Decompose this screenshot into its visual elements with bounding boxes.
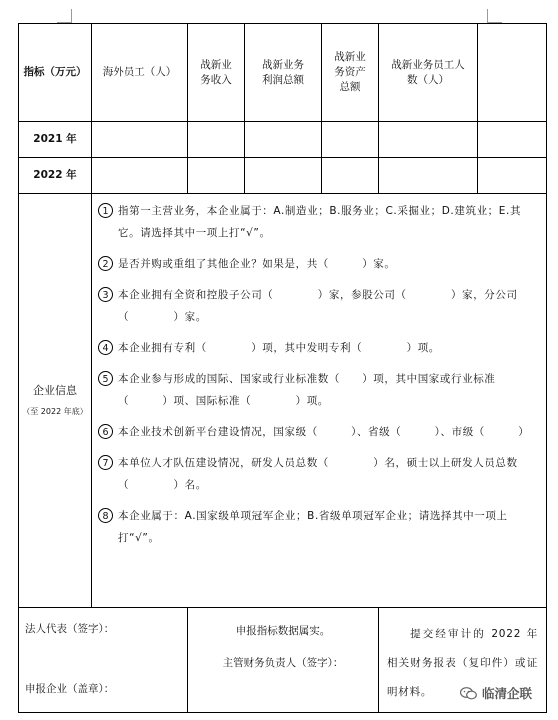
legal-rep-label: 法人代表（签字）： <box>25 623 115 635</box>
staff-header <box>379 24 478 122</box>
watermark <box>460 684 532 702</box>
declaration-form-table <box>18 23 547 713</box>
assets-header <box>322 24 379 122</box>
input-cell[interactable] <box>379 158 478 194</box>
info-item-text[interactable]: 本企业拥有全资和控股子公司（ ）家，参股公司（ ）家，分公司（ ）家。 <box>118 289 518 323</box>
circled-number: 2 <box>98 256 113 271</box>
info-item <box>98 368 540 412</box>
circled-number: 8 <box>98 508 113 523</box>
info-item <box>98 421 540 443</box>
circled-number: 1 <box>98 203 113 218</box>
crop-mark-right-vertical <box>487 9 488 23</box>
revenue-header-line2: 务收入 <box>200 73 232 86</box>
input-cell[interactable] <box>478 122 547 158</box>
circled-number: 5 <box>98 371 113 386</box>
revenue-header-line1: 战新业 <box>200 58 232 71</box>
input-cell[interactable] <box>322 122 379 158</box>
info-item-text[interactable]: 本单位人才队伍建设情况，研发人员总数（ ）名，硕士以上研发人员总数（ ）名。 <box>118 457 518 491</box>
indicator-header: 指标（万元） <box>19 24 92 122</box>
profit-header-line1: 战新业务 <box>262 58 304 71</box>
company-seal-label: 申报企业（盖章）： <box>25 683 115 695</box>
assets-header-line2: 务资产 <box>334 66 366 78</box>
assets-header-line3: 总额 <box>339 81 361 93</box>
input-cell[interactable] <box>188 122 245 158</box>
input-cell[interactable] <box>478 158 547 194</box>
info-item <box>98 505 540 549</box>
info-item-text[interactable]: 本企业属于：A.国家级单项冠军企业；B.省级单项冠军企业；请选择其中一项上打“√”。 <box>118 510 508 544</box>
company-info-title: 企业信息 <box>33 383 77 397</box>
company-info-items <box>92 194 547 608</box>
input-cell[interactable] <box>92 122 188 158</box>
profit-header-line2: 利润总额 <box>262 73 304 86</box>
assets-header-line1: 战新业 <box>334 51 366 63</box>
input-cell[interactable] <box>92 158 188 194</box>
input-cell[interactable] <box>379 122 478 158</box>
circled-number: 3 <box>98 287 113 302</box>
circled-number: 7 <box>98 455 113 470</box>
input-cell[interactable] <box>245 122 322 158</box>
staff-header-line1: 战新业务员工人 <box>391 58 465 71</box>
year-label-2021: 2021 年 <box>19 122 92 158</box>
year-row-2021 <box>19 122 547 158</box>
watermark-text: 临清企联 <box>482 686 533 701</box>
crop-mark-left-vertical <box>71 9 72 23</box>
circled-number: 6 <box>98 424 113 439</box>
input-cell[interactable] <box>188 158 245 194</box>
input-cell[interactable] <box>322 158 379 194</box>
info-item-text[interactable]: 本企业拥有专利（ ）项，其中发明专利（ ）项。 <box>118 342 440 354</box>
wechat-icon <box>460 687 477 700</box>
legal-signature-cell[interactable] <box>19 608 188 713</box>
info-item <box>98 253 540 275</box>
company-info-subtitle: （至 2022 年底） <box>22 406 88 416</box>
overseas-staff-header: 海外员工（人） <box>92 24 188 122</box>
info-item <box>98 284 540 328</box>
header-row <box>19 24 547 122</box>
year-row-2022 <box>19 158 547 194</box>
info-item-text[interactable]: 本企业参与形成的国际、国家或行业标准数（ ）项，其中国家或行业标准（ ）项、国际标准（ ）项。 <box>118 373 496 407</box>
empty-header-cell <box>478 24 547 122</box>
year-label-2022: 2022 年 <box>19 158 92 194</box>
info-item-text[interactable]: 指第一主营业务，本企业属于：A.制造业；B.服务业；C.采掘业；D.建筑业；E.其它。请选择其中一项上打“√”。 <box>118 205 522 239</box>
circled-number: 4 <box>98 340 113 355</box>
revenue-header <box>188 24 245 122</box>
profit-header <box>245 24 322 122</box>
info-item <box>98 452 540 496</box>
info-item-text[interactable]: 本企业技术创新平台建设情况，国家级（ ）、省级（ ）、市级（ ） <box>118 426 530 438</box>
data-true-statement: 申报指标数据属实。 <box>235 625 331 637</box>
company-info-row <box>19 194 547 608</box>
finance-signature-cell[interactable] <box>188 608 379 713</box>
input-cell[interactable] <box>245 158 322 194</box>
info-item-text[interactable]: 是否并购或重组了其他企业？如果是，共（ ）家。 <box>118 258 396 270</box>
info-item <box>98 200 540 244</box>
company-info-label <box>19 194 92 608</box>
finance-head-label: 主管财务负责人（签字）： <box>222 657 344 669</box>
staff-header-line2: 数（人） <box>407 73 449 86</box>
audit-note-text: 提交经审计的 2022 年相关财务报表（复印件）或证明材料。 <box>387 628 538 698</box>
info-item <box>98 337 540 359</box>
